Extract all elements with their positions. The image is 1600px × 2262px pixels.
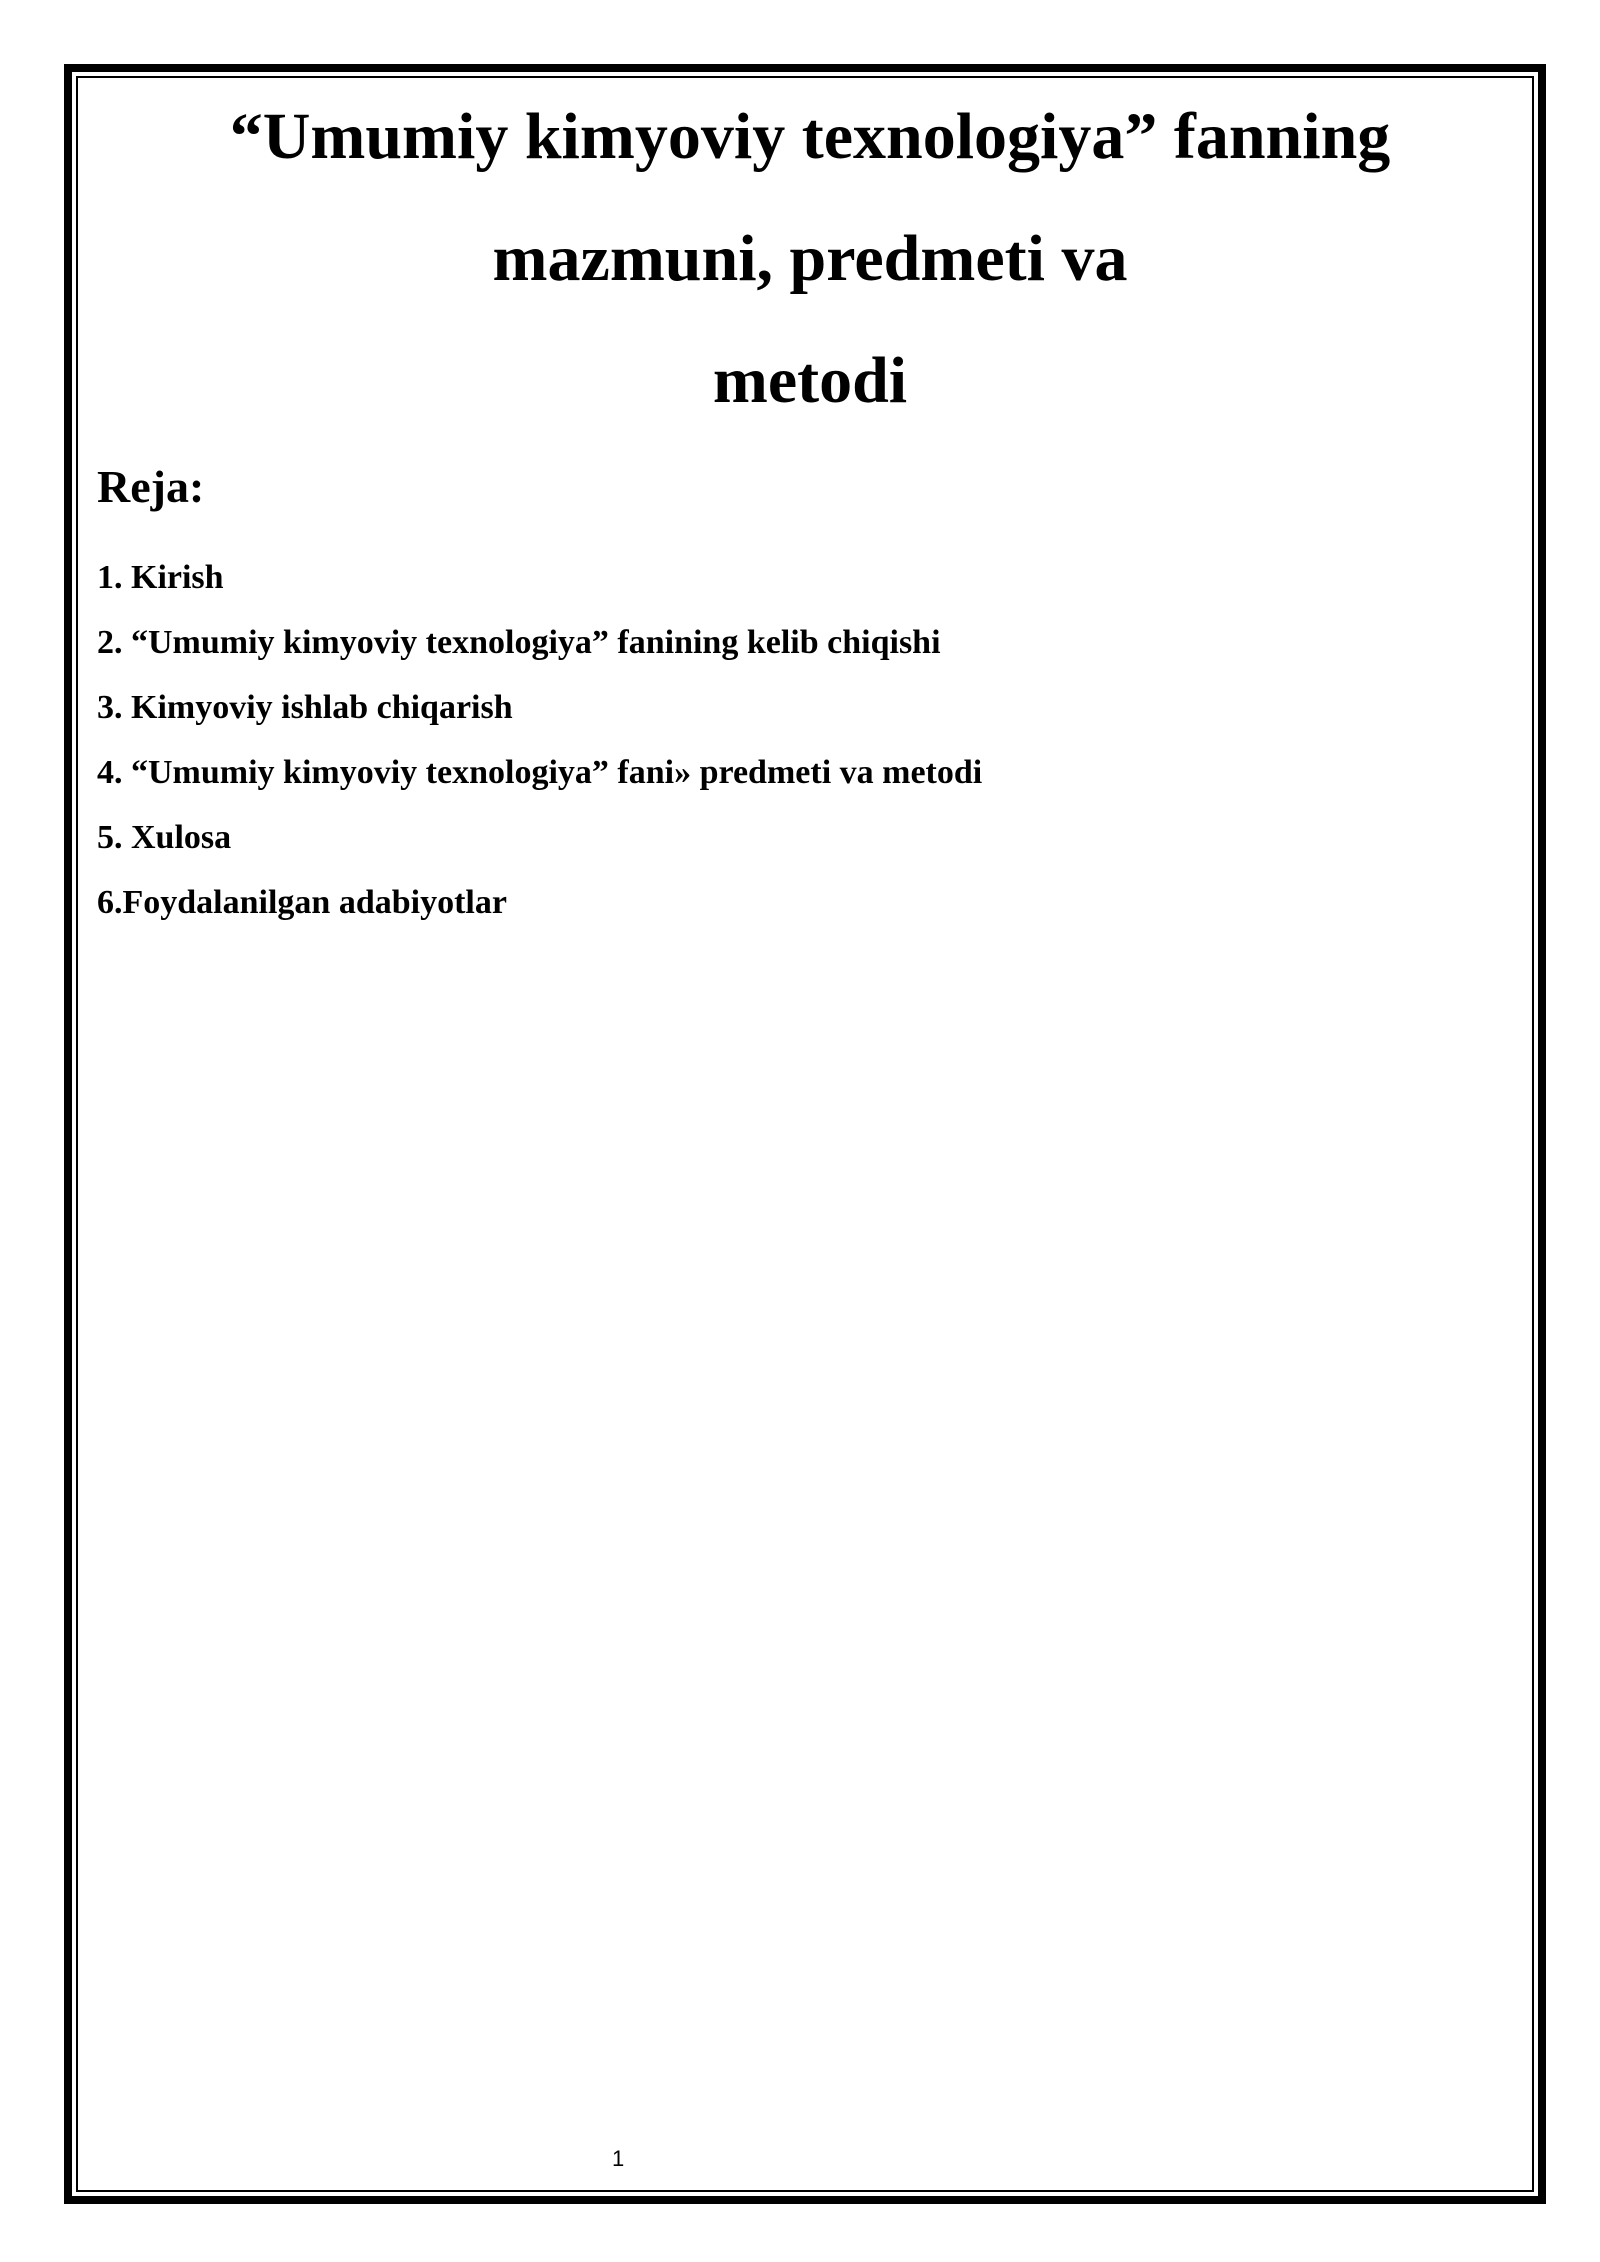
plan-item-5: 5. Xulosa bbox=[97, 819, 232, 856]
plan-heading: Reja: bbox=[97, 461, 205, 512]
document-title-line-2: mazmuni, predmeti va bbox=[492, 222, 1128, 295]
document-title-line-1: “Umumiy kimyoviy texnologiya” fanning bbox=[229, 100, 1391, 173]
page-number: 1 bbox=[612, 2146, 625, 2171]
plan-list bbox=[97, 545, 982, 935]
plan-item-6: 6.Foydalanilgan adabiyotlar bbox=[97, 884, 507, 921]
plan-item-2: 2. “Umumiy kimyoviy texnologiya” fanining kelib chiqishi bbox=[97, 624, 941, 661]
plan-item-3: 3. Kimyoviy ishlab chiqarish bbox=[97, 689, 513, 726]
plan-item-4: 4. “Umumiy kimyoviy texnologiya” fani» predmeti va metodi bbox=[97, 754, 983, 791]
document-title-line-3: metodi bbox=[712, 344, 908, 417]
plan-item-1: 1. Kirish bbox=[97, 559, 224, 596]
